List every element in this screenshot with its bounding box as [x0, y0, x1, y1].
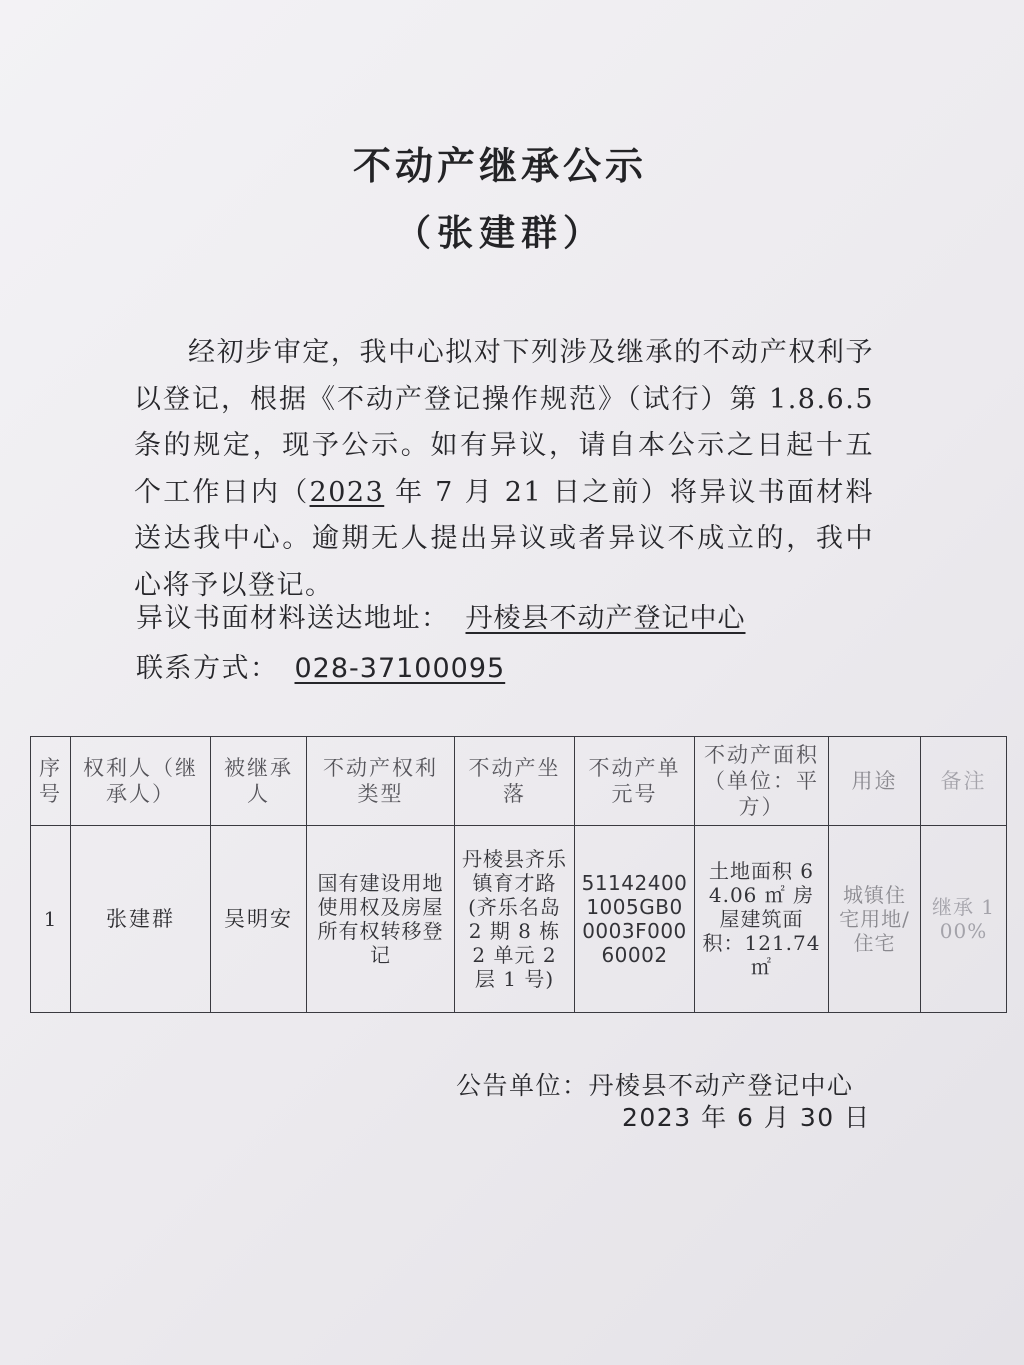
address-value: 丹棱县不动产登记中心 — [465, 603, 746, 634]
notice-title: 不动产继承公示 — [352, 144, 647, 188]
header-decedent: 被继承人 — [211, 737, 307, 826]
header-remark: 备注 — [921, 737, 1007, 826]
header-usage: 用途 — [829, 737, 921, 826]
header-heir: 权利人（继承人） — [71, 737, 211, 826]
paragraph-year-underlined: 2023 — [309, 476, 385, 508]
notice-subtitle: （张建群） — [394, 213, 605, 254]
cell-location: 丹棱县齐乐镇育才路(齐乐名岛 2 期 8 栋 2 单元 2 层 1 号) — [455, 826, 575, 1013]
cell-right-type: 国有建设用地使用权及房屋所有权转移登记 — [307, 826, 455, 1013]
paragraph-text-before: 经初步审定，我中心拟对下列涉及继承的不动产权利予以登记，根据《不动产登记操作规范》（试行）第 1.8.6.5 条的规定，现予公示。如有异议，请自本公示之日起十五个工作日内（ — [134, 337, 874, 508]
header-unit-no: 不动产单元号 — [575, 737, 695, 826]
contact-label: 联系方式： — [136, 653, 279, 684]
contact-line — [136, 646, 505, 685]
header-location: 不动产坐落 — [455, 737, 575, 826]
issuer-line: 公告单位：丹棱县不动产登记中心 — [456, 1071, 854, 1100]
contact-value: 028-37100095 — [294, 653, 506, 684]
cell-no: 1 — [31, 826, 71, 1013]
cell-remark: 继承 100% — [921, 826, 1007, 1013]
notice-paragraph — [134, 330, 874, 609]
cell-area: 土地面积 64.06 ㎡ 房屋建筑面积：121.74 ㎡ — [695, 826, 829, 1013]
header-area: 不动产面积（单位：平方） — [695, 737, 829, 826]
header-right-type: 不动产权利类型 — [307, 737, 455, 826]
cell-usage: 城镇住宅用地/住宅 — [829, 826, 921, 1013]
notice-footer — [456, 1070, 871, 1134]
paragraph-text-after: 年 7 月 21 日之前）将异议书面材料送达我中心。逾期无人提出异议或者异议不成立的，我中心将予以登记。 — [134, 476, 875, 601]
cell-heir: 张建群 — [71, 826, 211, 1013]
table-header-row — [31, 737, 1007, 826]
header-no: 序号 — [31, 737, 71, 826]
issue-date: 2023 年 6 月 30 日 — [622, 1103, 871, 1132]
cell-decedent: 吴明安 — [211, 826, 307, 1013]
objection-address-line — [136, 596, 746, 635]
cell-unit-no: 511424001005GB00003F00060002 — [575, 826, 695, 1013]
table-row — [31, 826, 1007, 1013]
address-label: 异议书面材料送达地址： — [136, 603, 450, 634]
inheritance-table — [30, 736, 1007, 1013]
